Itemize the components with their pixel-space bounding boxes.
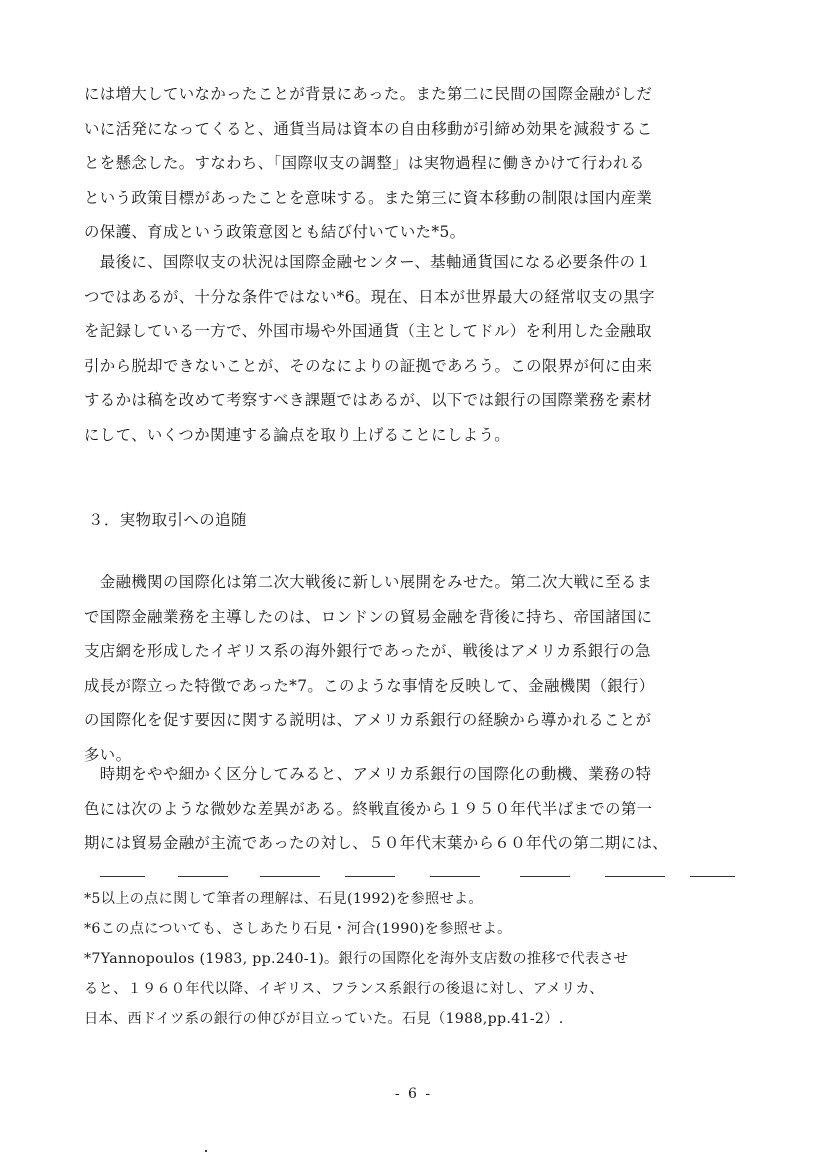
text-line: 多い。 bbox=[84, 745, 132, 764]
paragraph-postwar-internationalization bbox=[84, 565, 764, 772]
page-number: - 6 - bbox=[394, 1086, 433, 1102]
text-line: 期には貿易金融が主流であったの対し、５０年代末葉から６０年代の第二期には、 bbox=[84, 834, 669, 852]
footnote-7: *7Yannopoulos (1983, pp.240-1)。銀行の国際化を海外支店数の推移で代表させ bbox=[84, 951, 629, 967]
scan-speck bbox=[205, 1150, 207, 1152]
footnote-5: *5以上の点に関して筆者の理解は、石見(1992)を参照せよ。 bbox=[84, 891, 483, 907]
text-line: 金融機関の国際化は第二次大戦後に新しい展開をみせた。第二次大戦に至るま bbox=[84, 573, 653, 591]
text-line: するかは稿を改めて考察すべき課題ではあるが、以下では銀行の国際業務を素材 bbox=[84, 391, 653, 409]
footnote-separator bbox=[100, 876, 750, 882]
text-line: とを懸念した。すなわち、「国際収支の調整」は実物過程に働きかけて行われる bbox=[84, 154, 645, 172]
paragraph-balance-of-payments-reasons bbox=[84, 77, 764, 250]
text-line: いに活発になってくると、通貨当局は資本の自由移動が引締め効果を減殺するこ bbox=[84, 119, 653, 138]
footnotes bbox=[84, 884, 774, 1034]
text-line: の国際化を促す要因に関する説明は、アメリカ系銀行の経験から導かれることが bbox=[84, 711, 652, 729]
text-line: 支店網を形成したイギリス系の海外銀行であったが、戦後はアメリカ系銀行の急 bbox=[84, 642, 651, 660]
text-line: 成長が際立った特徴であった*7。このような事情を反映して、金融機関（銀行） bbox=[84, 676, 655, 695]
text-line: で国際金融業務を主導したのは、ロンドンの貿易金融を背後に持ち、帝国諸国に bbox=[84, 607, 653, 626]
text-line: 時期をやや細かく区分してみると、アメリカ系銀行の国際化の動機、業務の特 bbox=[84, 765, 652, 783]
text-line: 最後に、国際収支の状況は国際金融センター、基軸通貨国になる必要条件の１ bbox=[84, 253, 652, 271]
text-line: にして、いくつか関連する論点を取り上げることにしよう。 bbox=[84, 425, 511, 444]
text-line: つではあるが、十分な条件ではない*6。現在、日本が世界最大の経常収支の黒字 bbox=[84, 287, 655, 306]
text-line: という政策目標があったことを意味する。また第三に資本移動の制限は国内産業 bbox=[84, 188, 653, 207]
footnote-7-continued: ると、１９６０年代以降、イギリス、フランス系銀行の後退に対し、アメリカ、 bbox=[84, 981, 604, 997]
text-line: 色には次のような微妙な差異がある。終戦直後から１９５０年代半ばまでの第一 bbox=[84, 799, 653, 818]
text-line: 引から脱却できないことが、そのなによりの証拠であろう。この限界が何に由来 bbox=[84, 356, 653, 375]
text-line: を記録している一方で、外国市場や外国通貨（主としてドル）を利用した金融取 bbox=[84, 322, 652, 340]
footnote-6: *6この点についても、さしあたり石見・河合(1990)を参照せよ。 bbox=[84, 921, 512, 937]
footnote-7-continued: 日本、西ドイツ系の銀行の伸びが目立っていた。石見（1988,pp.41-2）. bbox=[84, 1011, 564, 1027]
paragraph-period-division bbox=[84, 757, 764, 861]
section-heading: ３．実物取引への追随 bbox=[88, 511, 247, 529]
paragraph-financial-center-conditions bbox=[84, 245, 764, 452]
text-line: には増大していなかったことが背景にあった。また第二に民間の国際金融がしだ bbox=[84, 85, 653, 103]
text-line: の保護、育成という政策意図とも結び付いていた*5。 bbox=[84, 223, 466, 241]
